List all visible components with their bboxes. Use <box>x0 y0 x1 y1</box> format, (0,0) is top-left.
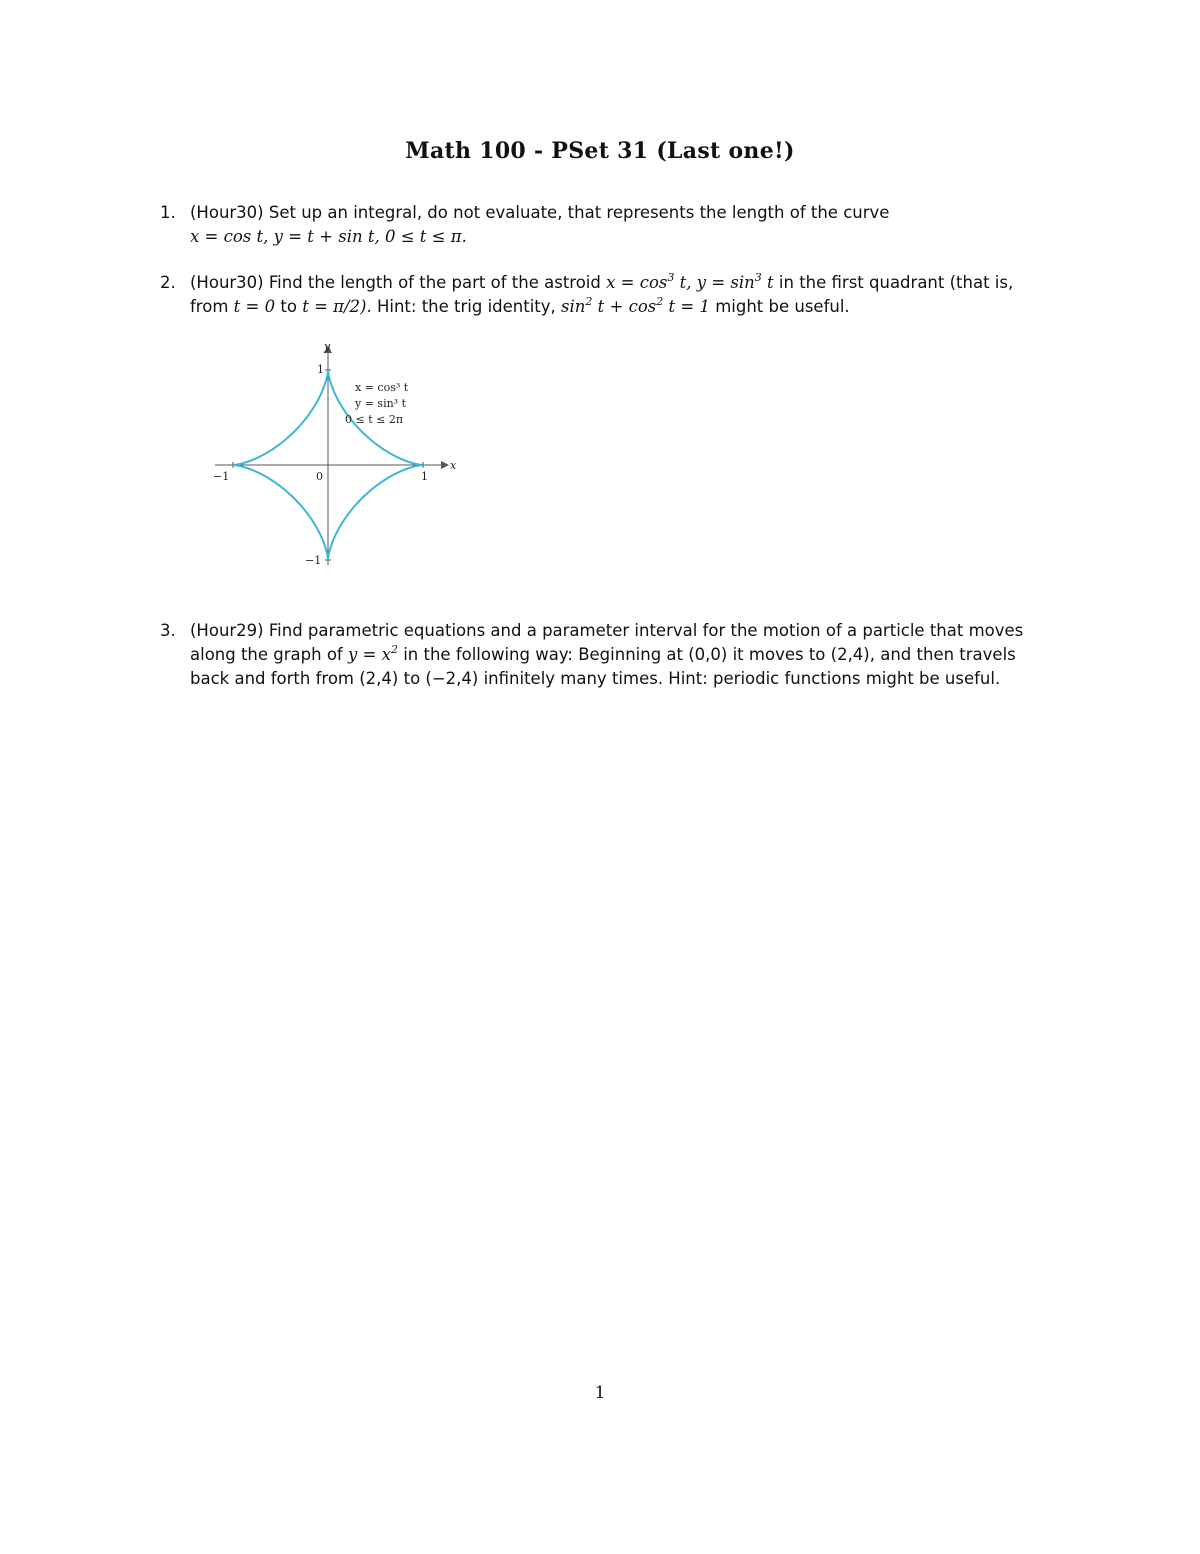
x-equation: x = cos t, <box>190 227 269 246</box>
problem-1 <box>160 201 1080 249</box>
astroid-y-equation: $y = \sin^3 t$ <box>696 271 774 292</box>
tick-label-x-pos: 1 <box>421 470 428 483</box>
astroid-figure <box>205 335 475 575</box>
problem-number: 3. <box>160 621 176 640</box>
figure-parameter-range: 0 ≤ t ≤ 2π <box>345 413 404 426</box>
problem-number: 2. <box>160 273 176 292</box>
tick-label-x-neg: −1 <box>213 470 230 483</box>
t-start: t = 0 <box>233 297 276 316</box>
tick-label-y-pos: 1 <box>317 363 324 376</box>
figure-y-equation: y = sin³ t <box>355 397 406 410</box>
y-equation: y = t + sin t, <box>273 227 380 246</box>
x-axis-arrow-icon <box>441 461 449 469</box>
figure-x-equation: x = cos³ t <box>355 381 409 394</box>
astroid-x-equation: $x = \cos^3 t$, <box>606 271 692 292</box>
problem-text: Set up an integral, do not evaluate, that represents the length of the curve <box>268 203 890 222</box>
problem-text: along the graph of <box>190 645 343 664</box>
hint-text: Hint: the trig identity, <box>376 297 556 316</box>
problem-text: from <box>190 297 229 316</box>
page-title: Math 100 - PSet 31 (Last one!) <box>405 138 795 164</box>
parameter-range: 0 ≤ t ≤ π. <box>384 227 467 246</box>
page-number: 1 <box>594 1383 606 1403</box>
astroid-plot <box>205 335 475 575</box>
tick-label-origin: 0 <box>316 470 323 483</box>
trig-identity: $\sin^2 t + \cos^2 t = 1$ <box>561 295 710 316</box>
y-axis-label: y <box>324 340 331 353</box>
x-axis-label: x <box>450 459 457 472</box>
problem-text: Find the length of the part of the astroid <box>268 273 601 292</box>
t-end: t = π/2). <box>302 297 372 316</box>
hint-text: might be useful. <box>715 297 850 316</box>
problem-3 <box>160 619 1080 691</box>
problem-2 <box>160 271 1080 319</box>
problem-tag: (Hour30) <box>190 203 264 222</box>
tick-label-y-neg: −1 <box>305 554 322 567</box>
problem-number: 1. <box>160 203 176 222</box>
problem-text: in the following way: Beginning at (0,0) it moves to (2,4), and then travels <box>403 645 1016 664</box>
problem-tag: (Hour29) <box>190 621 264 640</box>
problem-text: Find parametric equations and a parameter interval for the motion of a particle that moves <box>268 621 1024 640</box>
problem-text: in the first quadrant (that is, <box>778 273 1014 292</box>
problem-tag: (Hour30) <box>190 273 264 292</box>
problem-text: to <box>280 297 297 316</box>
graph-equation: $y = x^2$ <box>348 643 398 664</box>
problem-text: back and forth from (2,4) to (−2,4) infinitely many times. Hint: periodic functions might be useful. <box>190 669 1001 688</box>
